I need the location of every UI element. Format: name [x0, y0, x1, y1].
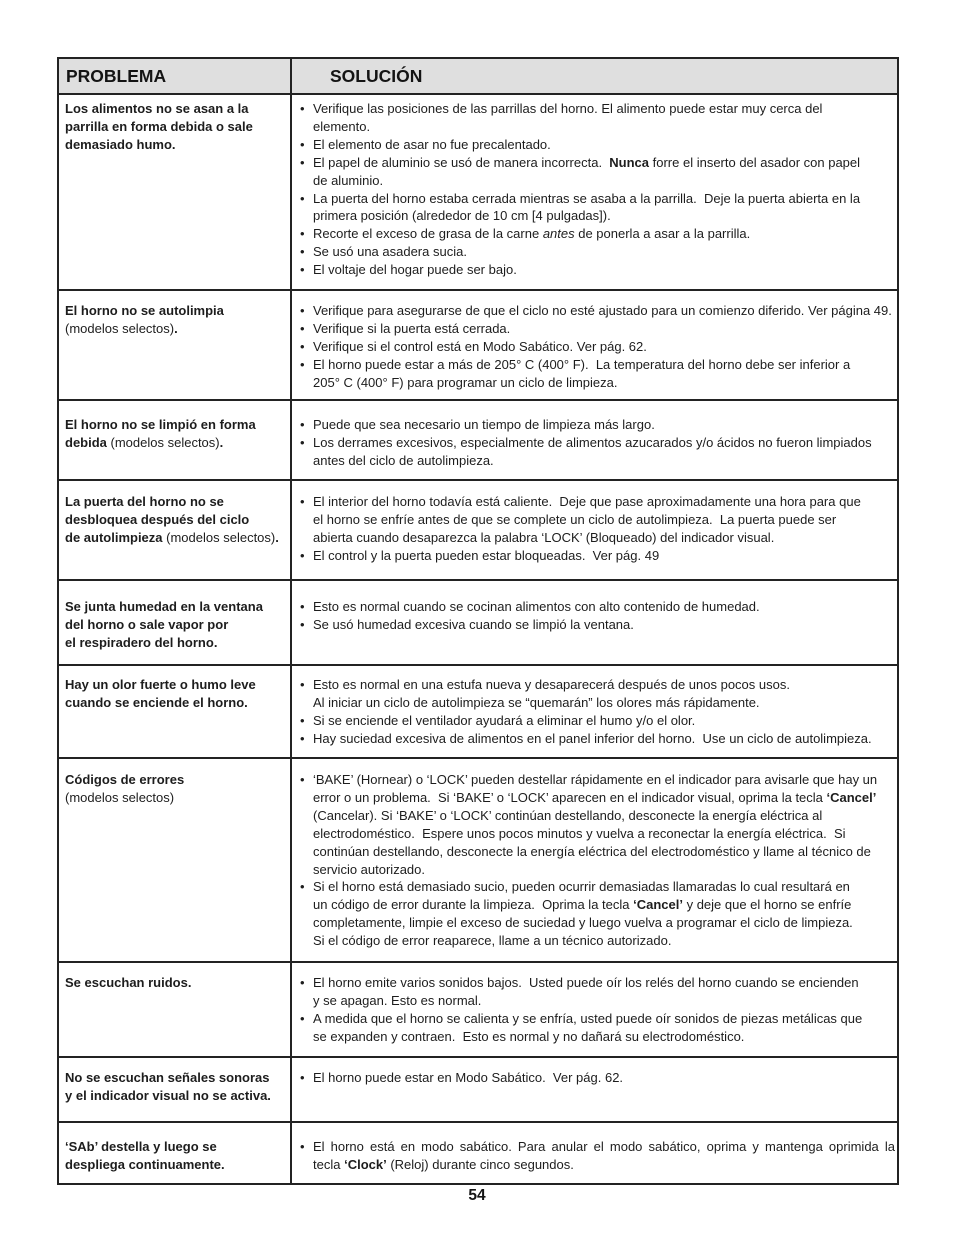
solution-item	[300, 356, 895, 392]
solution-line	[313, 1156, 895, 1174]
solution-line	[313, 529, 895, 547]
solution-line	[313, 730, 895, 748]
solution-cell	[292, 963, 897, 1056]
solution-line	[313, 616, 895, 634]
bullet-icon	[300, 493, 313, 547]
solution-lines	[313, 598, 895, 616]
bullet-icon	[300, 261, 313, 279]
text-run: Los derrames excesivos, especialmente de alimentos azucarados y/o ácidos no fueron limpiados	[313, 434, 872, 450]
solution-item	[300, 1069, 895, 1087]
problem-line	[65, 694, 290, 712]
bullet-icon	[300, 338, 313, 356]
problem-line	[65, 771, 290, 789]
bold-text-run: demasiado humo.	[65, 136, 176, 152]
solution-line	[313, 434, 895, 452]
text-run: el horno se enfríe antes de que se complete un ciclo de autolimpieza. La puerta puede ser	[313, 511, 837, 527]
text-run: (Reloj) durante cinco segundos.	[386, 1156, 574, 1172]
text-run: 205° C (400° F) para programar un ciclo de limpieza.	[313, 374, 618, 390]
problem-line	[65, 529, 290, 547]
text-run: Puede que sea necesario un tiempo de limpieza más largo.	[313, 417, 655, 432]
solution-line	[313, 100, 895, 118]
problem-line	[65, 136, 290, 154]
solution-line	[313, 154, 895, 172]
solution-lines	[313, 493, 895, 547]
text-run: Verifique las posiciones de las parrillas del horno. El alimento puede estar muy cerca del	[313, 101, 823, 116]
solution-item	[300, 1138, 895, 1174]
solution-lines	[313, 154, 895, 190]
bold-text-run: ‘Cancel’	[826, 789, 877, 805]
solution-lines	[313, 356, 895, 392]
text-run: Si se enciende el ventilador ayudará a eliminar el humo y/o el olor.	[313, 712, 696, 728]
text-run: (modelos selectos)	[162, 529, 276, 545]
bold-text-run: No se escuchan señales sonoras	[65, 1070, 270, 1085]
solution-lines	[313, 1010, 895, 1046]
text-run: electrodoméstico. Espere unos pocos minutos y vuelva a reconectar la energía eléctrica. Si	[313, 825, 846, 841]
solution-lines	[313, 771, 895, 878]
text-run: y deje que el horno se enfríe	[682, 897, 852, 913]
bullet-icon	[300, 100, 313, 136]
solution-line	[313, 843, 895, 861]
text-run: abierta cuando desaparezca la palabra ‘LOCK’ (Bloqueado) del indicador visual.	[313, 529, 775, 545]
bullet-icon	[300, 676, 313, 712]
text-run: completamente, limpie el exceso de suciedad y luego vuelva a programar el ciclo de limpieza.	[313, 915, 853, 931]
text-run: continúan destellando, desconecte la energía eléctrica del electrodoméstico y llame al técnico de	[313, 843, 871, 859]
bullet-icon	[300, 154, 313, 190]
solution-line	[313, 452, 895, 470]
bullet-icon	[300, 771, 313, 878]
header-solution: SOLUCIÓN	[330, 66, 423, 86]
solution-item	[300, 154, 895, 190]
bold-text-run: debida	[65, 434, 107, 450]
header-problem: PROBLEMA	[59, 59, 292, 93]
solution-lines	[313, 100, 895, 136]
text-run: elemento.	[313, 118, 371, 134]
solution-cell	[292, 1123, 897, 1183]
bold-text-run: ‘SAb’ destella y luego se	[65, 1139, 217, 1154]
problem-line	[65, 676, 290, 694]
bullet-icon	[300, 974, 313, 1010]
solution-line	[313, 547, 895, 565]
bold-text-run: desbloquea después del ciclo	[65, 511, 250, 527]
problem-cell	[59, 759, 292, 961]
bullet-icon	[300, 878, 313, 950]
problem-line	[65, 416, 290, 434]
bullet-icon	[300, 136, 313, 154]
solution-cell	[292, 1058, 897, 1121]
problem-line	[65, 789, 290, 807]
solution-line	[313, 302, 895, 320]
table-row	[59, 759, 897, 963]
bullet-icon	[300, 434, 313, 470]
text-run: Se usó humedad excesiva cuando se limpió la ventana.	[313, 616, 634, 632]
solution-cell	[292, 666, 897, 757]
table-row	[59, 666, 897, 759]
solution-item	[300, 712, 895, 730]
text-run: (Cancelar). Si ‘BAKE’ o ‘LOCK’ continúan destellando, desconecte la energía eléctrica al	[313, 807, 823, 823]
solution-line	[313, 712, 895, 730]
solution-item	[300, 320, 895, 338]
solution-lines	[313, 243, 895, 261]
table-body	[59, 95, 897, 1183]
solution-lines	[313, 261, 895, 279]
solution-line	[313, 914, 895, 932]
solution-line	[313, 896, 895, 914]
bold-text-run: ‘Clock’	[344, 1156, 387, 1172]
solution-item	[300, 302, 895, 320]
text-run: Esto es normal en una estufa nueva y desaparecerá después de unos pocos usos.	[313, 677, 790, 692]
text-run: Hay suciedad excesiva de alimentos en el panel inferior del horno. Use un ciclo de autolimpieza.	[313, 730, 872, 746]
bullet-icon	[300, 320, 313, 338]
text-run: y se apagan. Esto es normal.	[313, 992, 482, 1008]
problem-line	[65, 974, 290, 992]
solution-line	[313, 825, 895, 843]
problem-cell	[59, 481, 292, 579]
solution-cell	[292, 401, 897, 479]
problem-line	[65, 616, 290, 634]
solution-line	[313, 261, 895, 279]
solution-line	[313, 190, 895, 208]
bold-text-run: .	[219, 434, 224, 450]
text-run: Se usó una asadera sucia.	[313, 244, 467, 260]
problem-line	[65, 511, 290, 529]
bold-text-run: y el indicador visual no se activa.	[65, 1087, 271, 1103]
bold-text-run: cuando se enciende el horno.	[65, 694, 248, 710]
solution-lines	[313, 547, 895, 565]
solution-line	[313, 172, 895, 190]
solution-item	[300, 243, 895, 261]
text-run: Verifique si el control está en Modo Sabático. Ver pág. 62.	[313, 338, 647, 354]
table-row	[59, 401, 897, 481]
bold-text-run: Se junta humedad en la ventana	[65, 599, 263, 614]
text-run: Al iniciar un ciclo de autolimpieza se “quemarán” los olores más rápidamente.	[313, 694, 760, 710]
solution-lines	[313, 136, 895, 154]
text-run: El papel de aluminio se usó de manera incorrecta.	[313, 154, 610, 170]
solution-lines	[313, 878, 895, 950]
bold-text-run: de autolimpieza	[65, 529, 163, 545]
solution-line	[313, 1069, 895, 1087]
solution-lines	[313, 974, 895, 1010]
solution-item	[300, 771, 895, 878]
text-run: tecla	[313, 1156, 345, 1172]
solution-lines	[313, 225, 895, 243]
problem-line	[65, 493, 290, 511]
solution-line	[313, 374, 895, 392]
problem-cell	[59, 291, 292, 399]
solution-line	[313, 598, 895, 616]
problem-line	[65, 598, 290, 616]
problem-line	[65, 1087, 290, 1105]
solution-item	[300, 616, 895, 634]
solution-line	[313, 676, 895, 694]
problem-line	[65, 100, 290, 118]
bold-text-run: El horno no se autolimpia	[65, 303, 224, 318]
bold-text-run: del horno o sale vapor por	[65, 616, 229, 632]
bold-text-run: La puerta del horno no se	[65, 494, 224, 509]
solution-item	[300, 878, 895, 950]
text-run: El voltaje del hogar puede ser bajo.	[313, 262, 517, 278]
text-run: error o un problema. Si ‘BAKE’ o ‘LOCK’ aparecen en el indicador visual, oprima la tecla	[313, 789, 827, 805]
text-run: (modelos selectos)	[65, 320, 175, 336]
bold-text-run: Hay un olor fuerte o humo leve	[65, 677, 256, 692]
bullet-icon	[300, 598, 313, 616]
bold-text-run: .	[174, 320, 178, 336]
solution-line	[313, 807, 895, 825]
solution-cell	[292, 291, 897, 399]
solution-line	[313, 789, 895, 807]
bold-text-run: .	[275, 529, 279, 545]
text-run: A medida que el horno se calienta y se enfría, usted puede oír sonidos de piezas metálicas que	[313, 1010, 863, 1026]
bold-text-run: ‘Cancel’	[633, 897, 683, 913]
bullet-icon	[300, 1069, 313, 1087]
text-run: se expanden y contraen. Esto es normal y no dañará su electrodoméstico.	[313, 1028, 745, 1044]
table-row	[59, 1058, 897, 1123]
table-row	[59, 291, 897, 401]
solution-item	[300, 416, 895, 434]
bullet-icon	[300, 1010, 313, 1046]
solution-item	[300, 225, 895, 243]
problem-cell	[59, 1123, 292, 1183]
text-run: de ponerla a asar a la parrilla.	[574, 226, 751, 242]
solution-line	[313, 1138, 895, 1156]
solution-lines	[313, 730, 895, 748]
solution-lines	[313, 1138, 895, 1174]
text-run: (modelos selectos)	[106, 434, 220, 450]
problem-line	[65, 118, 290, 136]
solution-line	[313, 338, 895, 356]
solution-cell	[292, 95, 897, 289]
solution-line	[313, 1028, 895, 1046]
solution-cell	[292, 759, 897, 961]
solution-cell	[292, 481, 897, 579]
solution-lines	[313, 190, 895, 226]
solution-line	[313, 356, 895, 374]
solution-line	[313, 320, 895, 338]
text-run: antes del ciclo de autolimpieza.	[313, 452, 494, 468]
text-run: (modelos selectos)	[65, 789, 175, 805]
text-run: El horno puede estar en Modo Sabático. Ver pág. 62.	[313, 1070, 624, 1085]
problem-line	[65, 1069, 290, 1087]
text-run: primera posición (alrededor de 10 cm [4 pulgadas]).	[313, 208, 611, 224]
solution-item	[300, 730, 895, 748]
solution-line	[313, 136, 895, 154]
solution-line	[313, 225, 895, 243]
text-run: El interior del horno todavía está caliente. Deje que pase aproximadamente una hora para que	[313, 494, 861, 509]
bullet-icon	[300, 190, 313, 226]
text-run: forre el inserto del asador con papel	[649, 154, 861, 170]
problem-line	[65, 634, 290, 652]
problem-cell	[59, 581, 292, 664]
troubleshooting-table	[57, 57, 899, 1185]
solution-line	[313, 511, 895, 529]
solution-line	[313, 878, 895, 896]
table-row	[59, 95, 897, 291]
problem-line	[65, 434, 290, 452]
solution-line	[313, 974, 895, 992]
problem-line	[65, 302, 290, 320]
solution-item	[300, 974, 895, 1010]
solution-item	[300, 1010, 895, 1046]
text-run: Verifique para asegurarse de que el ciclo no esté ajustado para un comienzo diferido. Ver página 49.	[313, 303, 892, 318]
solution-cell	[292, 581, 897, 664]
solution-line	[313, 118, 895, 136]
bold-text-run: despliega continuamente.	[65, 1156, 225, 1172]
text-run: Recorte el exceso de grasa de la carne	[313, 226, 543, 242]
solution-item	[300, 493, 895, 547]
bullet-icon	[300, 356, 313, 392]
bullet-icon	[300, 547, 313, 565]
bullet-icon	[300, 712, 313, 730]
solution-item	[300, 338, 895, 356]
bullet-icon	[300, 1138, 313, 1174]
table-row	[59, 1123, 897, 1183]
bold-text-run: Los alimentos no se asan a la	[65, 101, 249, 116]
solution-item	[300, 434, 895, 470]
solution-line	[313, 771, 895, 789]
bold-text-run: Se escuchan ruidos.	[65, 975, 192, 990]
bullet-icon	[300, 243, 313, 261]
text-run: El horno emite varios sonidos bajos. Usted puede oír los relés del horno cuando se encienden	[313, 975, 859, 990]
bold-text-run: El horno no se limpió en forma	[65, 417, 256, 432]
solution-item	[300, 676, 895, 712]
bold-text-run: Códigos de errores	[65, 772, 185, 787]
text-run: Esto es normal cuando se cocinan alimentos con alto contenido de humedad.	[313, 599, 760, 614]
text-run: El elemento de asar no fue precalentado.	[313, 136, 551, 152]
problem-cell	[59, 963, 292, 1056]
text-run: de aluminio.	[313, 172, 384, 188]
bold-text-run: el respiradero del horno.	[65, 634, 218, 650]
problem-line	[65, 1138, 290, 1156]
bullet-icon	[300, 225, 313, 243]
text-run: El control y la puerta pueden estar bloqueadas. Ver pág. 49	[313, 547, 660, 563]
problem-cell	[59, 401, 292, 479]
italic-text-run: antes	[542, 226, 575, 242]
solution-line	[313, 1010, 895, 1028]
solution-lines	[313, 1069, 895, 1087]
text-run: ‘BAKE’ (Hornear) o ‘LOCK’ pueden destellar rápidamente en el indicador para avisarle que hay un	[313, 772, 878, 787]
problem-line	[65, 1156, 290, 1174]
solution-item	[300, 100, 895, 136]
text-run: El horno puede estar a más de 205° C (400° F). La temperatura del horno debe ser inferior a	[313, 356, 851, 372]
solution-line	[313, 861, 895, 879]
table-header	[59, 59, 897, 95]
solution-line	[313, 992, 895, 1010]
bullet-icon	[300, 730, 313, 748]
solution-line	[313, 493, 895, 511]
text-run: servicio autorizado.	[313, 861, 425, 877]
problem-cell	[59, 95, 292, 289]
solution-lines	[313, 338, 895, 356]
solution-lines	[313, 434, 895, 470]
bullet-icon	[300, 616, 313, 634]
solution-lines	[313, 676, 895, 712]
solution-line	[313, 694, 895, 712]
solution-line	[313, 416, 895, 434]
table-row	[59, 581, 897, 666]
solution-item	[300, 598, 895, 616]
solution-line	[313, 207, 895, 225]
solution-item	[300, 136, 895, 154]
solution-lines	[313, 302, 895, 320]
solution-lines	[313, 712, 895, 730]
solution-item	[300, 261, 895, 279]
text-run: Verifique si la puerta está cerrada.	[313, 320, 511, 336]
solution-line	[313, 243, 895, 261]
problem-cell	[59, 666, 292, 757]
page-number: 54	[468, 1187, 486, 1204]
text-run: La puerta del horno estaba cerrada mientras se asaba a la parrilla. Deje la puerta abierta en la	[313, 190, 861, 206]
problem-cell	[59, 1058, 292, 1121]
solution-lines	[313, 416, 895, 434]
text-run: un código de error durante la limpieza. Oprima la tecla	[313, 897, 634, 913]
table-row	[59, 481, 897, 581]
solution-item	[300, 547, 895, 565]
bullet-icon	[300, 416, 313, 434]
text-run: Si el horno está demasiado sucio, pueden ocurrir demasiadas llamaradas lo cual resultará en	[313, 879, 850, 895]
text-run: Si el código de error reaparece, llame a un técnico autorizado.	[313, 933, 672, 949]
solution-lines	[313, 616, 895, 634]
bold-text-run: parrilla en forma debida o sale	[65, 118, 253, 134]
solution-line	[313, 932, 895, 950]
bullet-icon	[300, 302, 313, 320]
solution-item	[300, 190, 895, 226]
solution-lines	[313, 320, 895, 338]
table-row	[59, 963, 897, 1058]
bold-text-run: Nunca	[609, 154, 650, 170]
text-run: El horno está en modo sabático. Para anular el modo sabático, oprima y mantenga oprimida la	[313, 1139, 895, 1154]
problem-line	[65, 320, 290, 338]
